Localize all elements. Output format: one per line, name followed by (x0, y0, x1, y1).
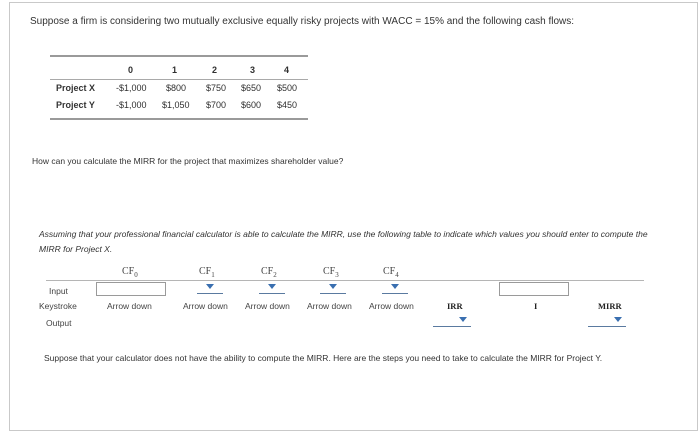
steps-text: Suppose that your calculator does not have the ability to compute the MIRR. Here are the steps you need to take to calculate the MIRR for Project Y. (44, 353, 603, 363)
table-row (50, 83, 308, 97)
period-header: 3 (250, 65, 256, 75)
cf2-keystroke: Arrow down (245, 301, 290, 311)
cf0-input-field[interactable] (96, 282, 166, 296)
cf3-dropdown[interactable] (320, 282, 346, 294)
cf2-header: $CF_2$ (261, 266, 277, 279)
cash-flow-value: $650 (241, 83, 262, 93)
cash-flow-value: $800 (166, 83, 187, 93)
chevron-down-icon (391, 284, 399, 289)
irr-output-dropdown[interactable] (433, 315, 471, 327)
cf0-header: $CF_0$ (122, 266, 138, 279)
cf4-header: $CF_4$ (383, 266, 399, 279)
table-header-row (50, 65, 308, 79)
cf3-keystroke: Arrow down (307, 301, 352, 311)
project-label: Project X (56, 83, 96, 93)
cf4-keystroke: Arrow down (369, 301, 414, 311)
i-label: I (534, 301, 538, 311)
cf2-dropdown[interactable] (259, 282, 285, 294)
header-rule (50, 79, 308, 80)
cash-flow-value: $1,050 (162, 100, 190, 110)
mirr-output-dropdown[interactable] (588, 315, 626, 327)
chevron-down-icon (268, 284, 276, 289)
chevron-down-icon (614, 317, 622, 322)
keystroke-row-label: Keystroke (39, 301, 77, 311)
cash-flow-value: $750 (206, 83, 227, 93)
cash-flow-value: -$1,000 (116, 83, 147, 93)
mirr-label: MIRR (598, 301, 622, 311)
chevron-down-icon (329, 284, 337, 289)
cf1-dropdown[interactable] (197, 282, 223, 294)
cash-flow-value: $700 (206, 100, 227, 110)
period-header: 1 (172, 65, 178, 75)
cf1-keystroke: Arrow down (183, 301, 228, 311)
table-bottom-rule (50, 118, 308, 120)
cf4-dropdown[interactable] (382, 282, 408, 294)
calc-table-rule (46, 280, 644, 281)
irr-label: IRR (447, 301, 463, 311)
cf1-header: $CF_1$ (199, 266, 215, 279)
chevron-down-icon (206, 284, 214, 289)
problem-panel (9, 2, 698, 431)
period-header: 2 (212, 65, 218, 75)
output-row-label: Output (46, 318, 72, 328)
project-label: Project Y (56, 100, 95, 110)
cf3-header: $CF_3$ (323, 266, 339, 279)
table-row (50, 100, 308, 114)
cash-flow-value: $600 (241, 100, 262, 110)
assumption-text: Assuming that your professional financial calculator is able to calculate the MIRR, use the following table to indicate which values you should enter to compute the MIRR for Project X. (39, 229, 648, 254)
cash-flow-value: $450 (277, 100, 298, 110)
i-input-field[interactable] (499, 282, 569, 296)
intro-text: Suppose a firm is considering two mutually exclusive equally risky projects with WACC = 15% and the following cash flows: (30, 16, 575, 27)
cash-flow-value: -$1,000 (116, 100, 147, 110)
cash-flow-value: $500 (277, 83, 298, 93)
question-text: How can you calculate the MIRR for the project that maximizes shareholder value? (32, 156, 344, 166)
chevron-down-icon (459, 317, 467, 322)
period-header: 0 (128, 65, 134, 75)
table-top-rule (50, 55, 308, 57)
input-row-label: Input (49, 286, 68, 296)
period-header: 4 (284, 65, 290, 75)
cf0-keystroke: Arrow down (107, 301, 152, 311)
